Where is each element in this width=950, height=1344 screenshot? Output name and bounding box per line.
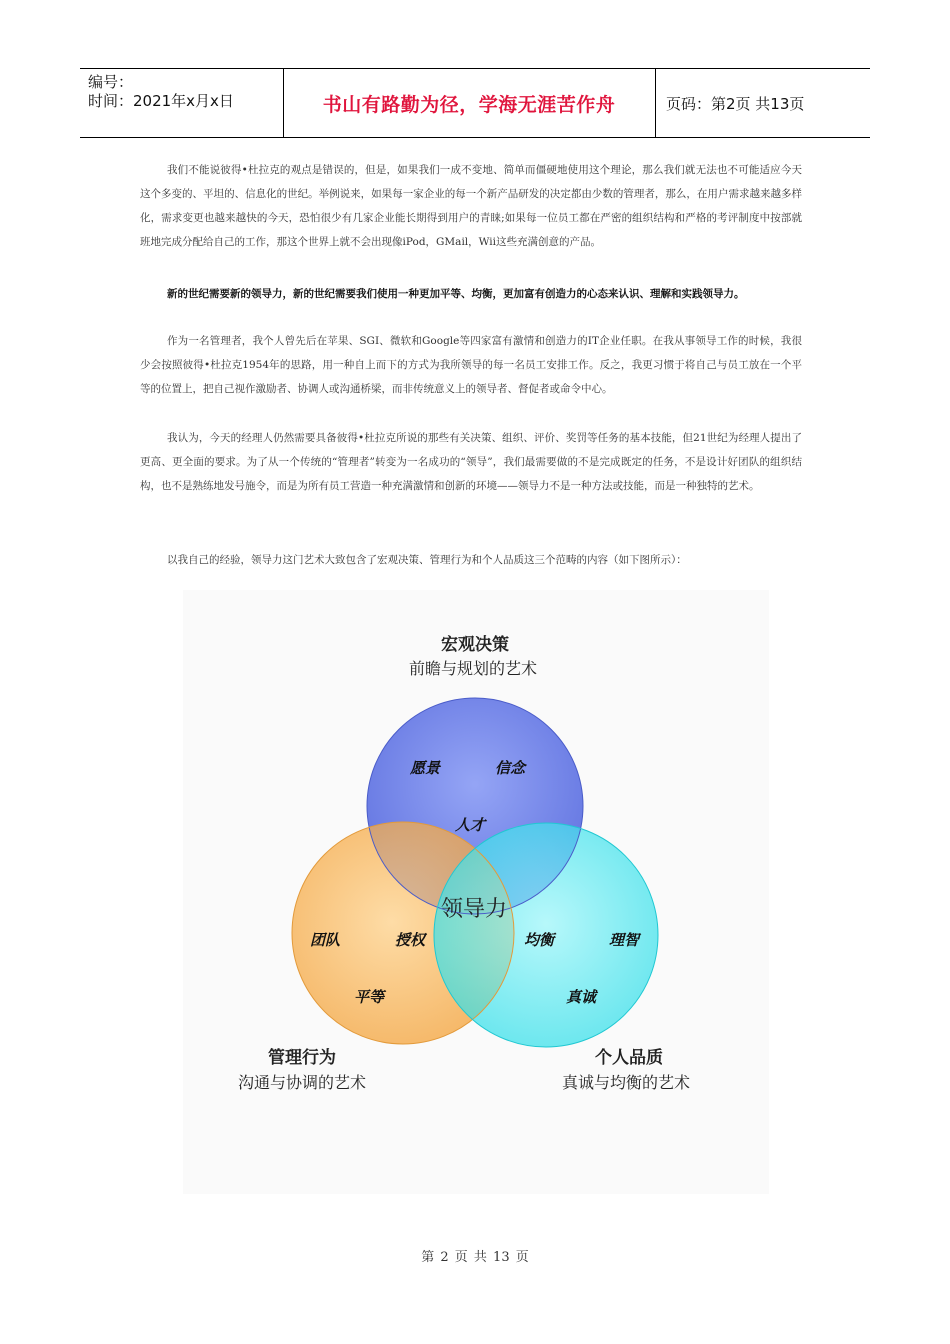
left-title: 管理行为 [268, 1048, 336, 1068]
paragraph-1: 我们不能说彼得•杜拉克的观点是错误的，但是，如果我们一成不变地、简单而僵硬地使用这个理论，那么我们就无法也不可能适应今天这个多变的、平坦的、信息化的世纪。举例说来，如果每一家企业的每一个新产品研发的决定都由少数的管理者，那么，在用户需求越来越多样化，需求变更也越来越快的今天，恐怕很少有几家企业能长期得到用户的青睐;如果每一位员工都在严密的组织结构和严格的考评制度中按部就班地完成分配给自己的工作，那这个世界上就不会出现像iPod，GMail，Wii这些充满创意的产品。 [140, 164, 802, 248]
word-belief: 信念 [494, 759, 526, 777]
word-team: 团队 [309, 931, 341, 949]
header-motto: 书山有路勤为径，学海无涯苦作舟 [322, 93, 616, 116]
right-subtitle: 真诚与均衡的艺术 [561, 1073, 691, 1092]
top-subtitle: 前瞻与规划的艺术 [408, 659, 538, 678]
page-footer: 第 2 页 共 13 页 [421, 1250, 529, 1265]
paragraph-2: 新的世纪需要新的领导力，新的世纪需要我们使用一种更加平等、均衡，更加富有创造力的心态来认识、理解和实践领导力。 [167, 288, 745, 300]
top-title: 宏观决策 [441, 635, 509, 655]
left-subtitle: 沟通与协调的艺术 [237, 1073, 367, 1092]
paragraph-3: 作为一名管理者，我个人曾先后在苹果、SGI、微软和Google等四家富有激情和创造力的IT企业任职。在我从事领导工作的时候，我很少会按照彼得•杜拉克1954年的思路，用一种自上而下的方式为我所领导的每一名员工安排工作。反之，我更习惯于将自己与员工放在一个平等的位置上，把自己视作激励者、协调人或沟通桥梁，而非传统意义上的领导者、督促者或命令中心。 [140, 335, 802, 395]
venn-diagram [183, 590, 769, 1194]
right-title: 个人品质 [595, 1048, 663, 1068]
page-header [80, 68, 870, 138]
leadership-diagram [183, 590, 769, 1194]
header-divider [655, 69, 656, 137]
word-talent: 人才 [454, 816, 486, 834]
header-page-info: 页码：第2页 共13页 [666, 95, 805, 113]
number-label: 编号： [88, 73, 134, 91]
word-authorize: 授权 [394, 931, 426, 949]
time-label: 时间：2021年x月x日 [88, 92, 234, 110]
paragraph-4: 我认为，今天的经理人仍然需要具备彼得•杜拉克所说的那些有关决策、组织、评价、奖罚等任务的基本技能，但21世纪为经理人提出了更高、更全面的要求。为了从一个传统的“管理者”转变为一名成功的“领导”，我们最需要做的不是完成既定的任务，不是设计好团队的组织结构，也不是熟练地发号施令，而是为所有员工营造一种充满激情和创新的环境——领导力不是一种方法或技能，而是一种独特的艺术。 [140, 432, 802, 492]
center-label: 领导力 [440, 897, 508, 922]
word-sincerity: 真诚 [565, 988, 597, 1006]
word-reason: 理智 [608, 931, 640, 949]
paragraph-5: 以我自己的经验，领导力这门艺术大致包含了宏观决策、管理行为和个人品质这三个范畴的内容（如下图所示）： [167, 554, 687, 566]
word-vision: 愿景 [409, 759, 441, 777]
word-equality: 平等 [353, 988, 385, 1006]
word-balance: 均衡 [523, 931, 555, 949]
header-left [88, 73, 234, 111]
